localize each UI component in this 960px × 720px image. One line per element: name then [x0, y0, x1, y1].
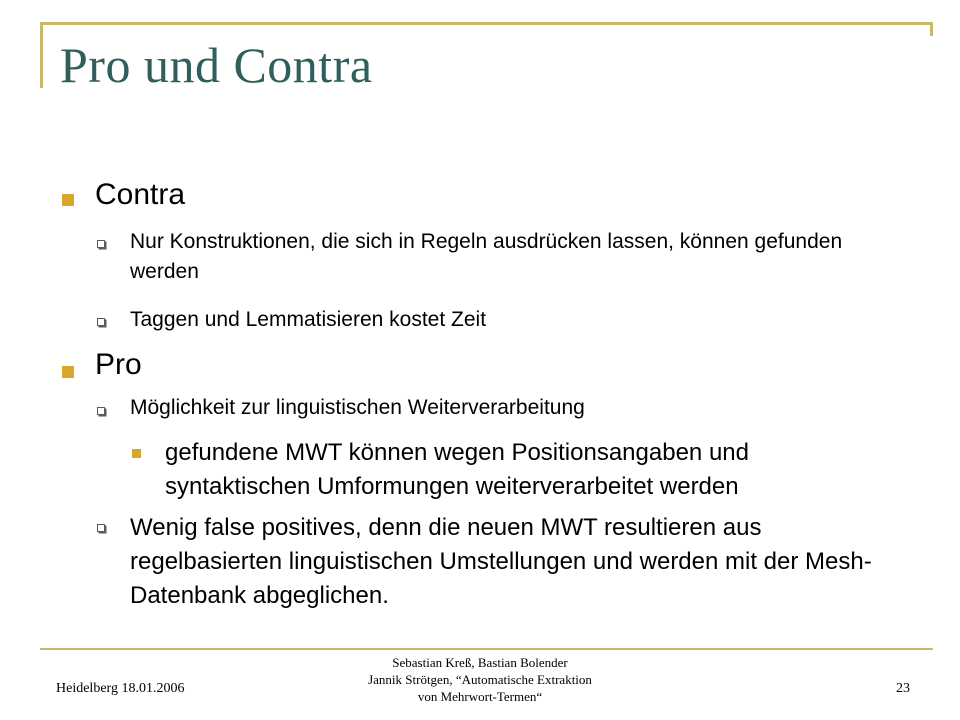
footer-authors-line-3: von Mehrwort-Termen“: [417, 689, 543, 704]
footer-authors-line-1: Sebastian Kreß, Bastian Bolender: [392, 655, 568, 670]
slide-frame-left-border: [40, 22, 43, 88]
footer-date: Heidelberg 18.01.2006: [56, 681, 185, 696]
square-bullet-icon: [62, 366, 74, 378]
footer-authors-line-2: Jannik Strötgen, “Automatische Extraktion: [368, 672, 592, 687]
footer-divider: [40, 648, 933, 650]
hollow-square-bullet-icon: [97, 240, 105, 248]
contra-item-2: Taggen und Lemmatisieren kostet Zeit: [130, 308, 487, 331]
slide-frame-top-border: [40, 22, 933, 25]
hollow-square-bullet-icon: [97, 318, 105, 326]
contra-item-1: Nur Konstruktionen, die sich in Regeln ausdrücken lassen, können gefunden werden: [130, 230, 843, 283]
slide-title: Pro und Contra: [60, 37, 373, 93]
pro-subitem-1: gefundene MWT können wegen Positionsangaben und syntaktischen Umformungen weiterverarbeitet werden: [165, 439, 749, 500]
pro-item-2: Wenig false positives, denn die neuen MWT resultieren aus regelbasierten linguistischen Umstellungen und werden mit der Mesh-Datenbank abgeglichen.: [130, 514, 872, 609]
square-bullet-icon: [132, 449, 141, 458]
hollow-square-bullet-icon: [97, 524, 105, 532]
footer-authors: [330, 654, 630, 705]
hollow-square-bullet-icon: [97, 407, 105, 415]
pro-item-1: Möglichkeit zur linguistischen Weiterverarbeitung: [130, 396, 585, 419]
slide-frame-right-border: [930, 22, 933, 36]
section-heading-contra: Contra: [95, 178, 186, 211]
section-heading-pro: Pro: [95, 348, 142, 381]
square-bullet-icon: [62, 194, 74, 206]
page-number: 23: [896, 681, 910, 696]
